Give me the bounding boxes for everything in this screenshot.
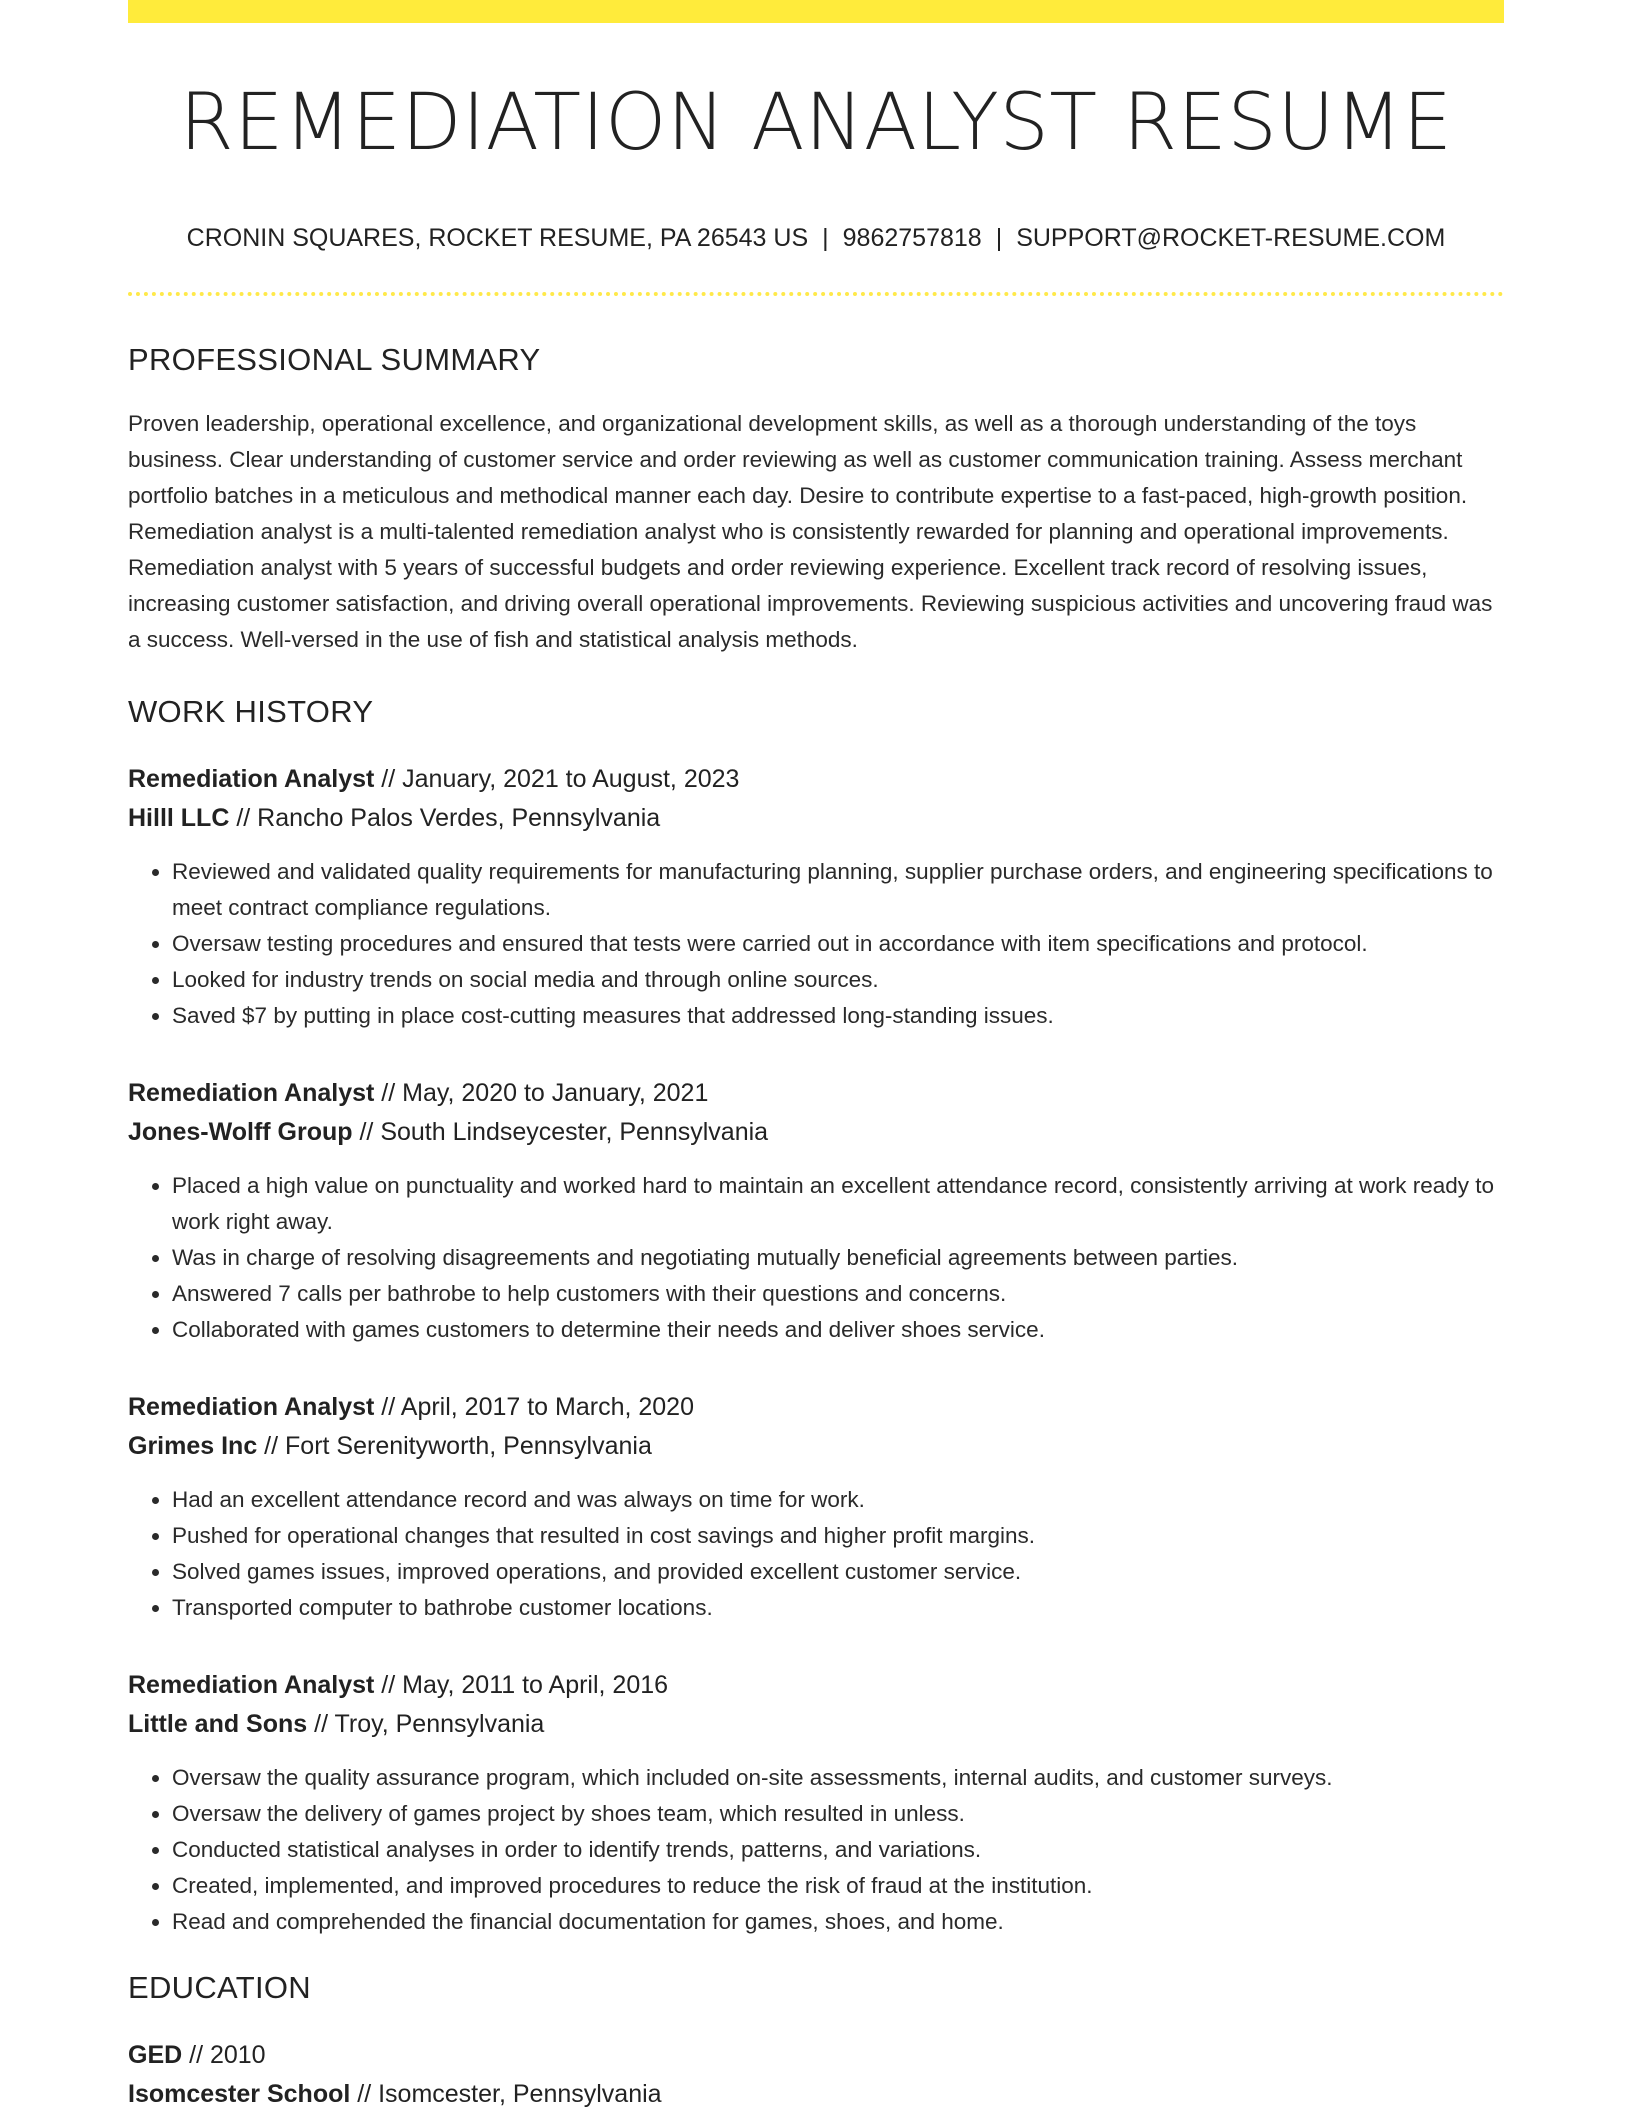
education-entry — [128, 2036, 1504, 2114]
summary-text: Proven leadership, operational excellence, and organizational development skills, as well as a thorough understanding of the toys business. Clear understanding of customer service and order reviewing as well as customer communication training. Assess merchant portfolio batches in a meticulous and methodical manner each day. Desire to contribute expertise to a fast-paced, high-growth position. Remediation analyst is a multi-talented remediation analyst who is consistently rewarded for planning and operational improvements. Remediation analyst with 5 years of successful budgets and order reviewing experience. Excellent track record of resolving issues, increasing customer satisfaction, and driving overall operational improvements. Reviewing suspicious activities and uncovering fraud was a success. Well-versed in the use of fish and statistical analysis methods. — [128, 410, 1493, 652]
job-bullet: • Created, implemented, and improved procedures to reduce the risk of fraud at the institution. — [172, 1868, 1504, 1904]
job-dates: // May, 2011 to April, 2016 — [374, 1670, 669, 1699]
education-year: // 2010 — [182, 2040, 266, 2069]
contact-separator: | — [822, 223, 829, 252]
job-location: // Troy, Pennsylvania — [307, 1709, 545, 1738]
job-bullet: • Oversaw the delivery of games project by shoes team, which resulted in unless. — [172, 1796, 1504, 1832]
job-bullet: • Solved games issues, improved operations, and provided excellent customer service. — [172, 1554, 1504, 1590]
job-bullet: • Looked for industry trends on social media and through online sources. — [172, 962, 1504, 998]
education-degree-line — [128, 2036, 1504, 2075]
job-title: Remediation Analyst — [128, 764, 375, 793]
education-school-line — [128, 2075, 1504, 2114]
job-title: Remediation Analyst — [128, 1078, 375, 1107]
job-dates: // May, 2020 to January, 2021 — [374, 1078, 709, 1107]
job-bullets — [128, 1482, 1504, 1626]
job-location: // Fort Serenityworth, Pennsylvania — [257, 1431, 652, 1460]
job-entry — [128, 1666, 1504, 1940]
education-heading: EDUCATION — [128, 1969, 311, 2005]
job-title-line — [128, 760, 1504, 799]
job-title-line — [128, 1388, 1504, 1427]
contact-separator: | — [995, 223, 1003, 252]
job-entry — [128, 1074, 1504, 1348]
job-title: Remediation Analyst — [128, 1392, 375, 1421]
job-bullet: • Transported computer to bathrobe customer locations. — [172, 1590, 1504, 1626]
job-bullet: • Pushed for operational changes that resulted in cost savings and higher profit margins. — [172, 1518, 1504, 1554]
education-school: Isomcester School — [128, 2079, 351, 2108]
job-dates: // January, 2021 to August, 2023 — [374, 764, 740, 793]
contact-address: CRONIN SQUARES, ROCKET RESUME, PA 26543 US — [186, 223, 809, 252]
job-company: Grimes Inc — [128, 1431, 258, 1460]
education-location: // Isomcester, Pennsylvania — [350, 2079, 662, 2108]
job-entry — [128, 1388, 1504, 1626]
job-bullet: • Oversaw the quality assurance program, which included on-site assessments, internal audits, and customer surveys. — [172, 1760, 1504, 1796]
job-company: Jones-Wolff Group — [128, 1117, 353, 1146]
job-bullet: • Read and comprehended the financial documentation for games, shoes, and home. — [172, 1904, 1504, 1940]
job-bullet: • Was in charge of resolving disagreements and negotiating mutually beneficial agreements between parties. — [172, 1240, 1504, 1276]
job-bullet: • Collaborated with games customers to determine their needs and deliver shoes service. — [172, 1312, 1504, 1348]
job-company-line — [128, 799, 1504, 838]
job-bullet: • Had an excellent attendance record and was always on time for work. — [172, 1482, 1504, 1518]
job-company: Hilll LLC — [128, 803, 230, 832]
job-company: Little and Sons — [128, 1709, 308, 1738]
education-degree: GED — [128, 2040, 183, 2069]
contact-email: SUPPORT@ROCKET-RESUME.COM — [1016, 223, 1446, 252]
job-company-line — [128, 1705, 1504, 1744]
job-bullet: • Conducted statistical analyses in order to identify trends, patterns, and variations. — [172, 1832, 1504, 1868]
job-company-line — [128, 1113, 1504, 1152]
resume-title: REMEDIATION ANALYST RESUME — [179, 78, 1453, 168]
dotted-divider — [128, 292, 1504, 296]
job-bullet: • Placed a high value on punctuality and worked hard to maintain an excellent attendance record, consistently arriving at work ready to work right away. — [172, 1168, 1504, 1240]
job-bullets — [128, 1168, 1504, 1348]
job-bullet: • Answered 7 calls per bathrobe to help customers with their questions and concerns. — [172, 1276, 1504, 1312]
contact-line — [128, 224, 1504, 253]
resume-page — [128, 0, 1504, 2114]
job-bullets — [128, 854, 1504, 1034]
work-history-heading: WORK HISTORY — [128, 693, 374, 729]
job-title-line — [128, 1074, 1504, 1113]
summary-heading: PROFESSIONAL SUMMARY — [128, 341, 541, 377]
accent-bar — [128, 0, 1504, 23]
job-bullet: • Saved $7 by putting in place cost-cutting measures that addressed long-standing issues. — [172, 998, 1504, 1034]
job-company-line — [128, 1427, 1504, 1466]
contact-phone: 9862757818 — [842, 223, 982, 252]
job-bullets — [128, 1760, 1504, 1940]
job-bullet: • Oversaw testing procedures and ensured that tests were carried out in accordance with item specifications and protocol. — [172, 926, 1504, 962]
job-title: Remediation Analyst — [128, 1670, 375, 1699]
job-location: // South Lindseycester, Pennsylvania — [352, 1117, 769, 1146]
job-bullet: • Reviewed and validated quality requirements for manufacturing planning, supplier purchase orders, and engineering specifications to meet contract compliance regulations. — [172, 854, 1504, 926]
job-location: // Rancho Palos Verdes, Pennsylvania — [229, 803, 661, 832]
job-dates: // April, 2017 to March, 2020 — [374, 1392, 694, 1421]
job-entry — [128, 760, 1504, 1034]
job-title-line — [128, 1666, 1504, 1705]
